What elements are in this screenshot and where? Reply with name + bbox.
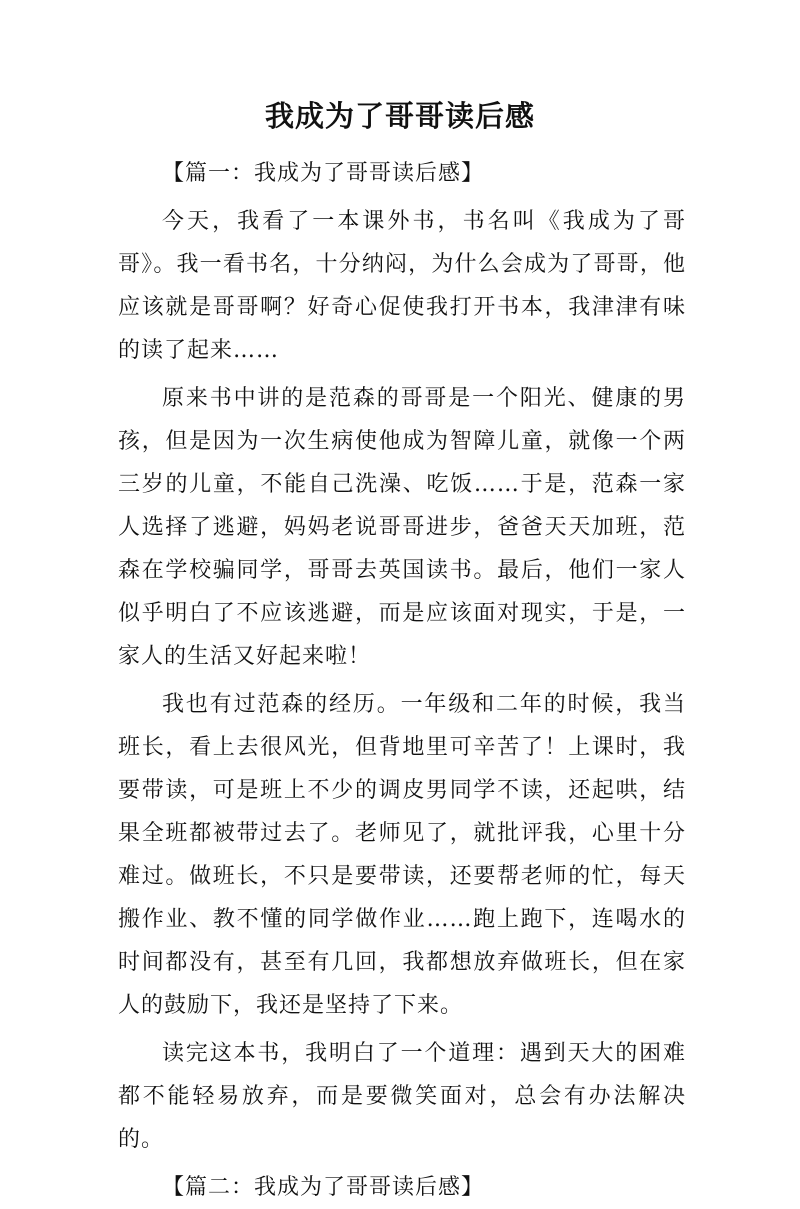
page-title: 我成为了哥哥读后感 [264, 99, 535, 133]
paragraph: 原来书中讲的是范森的哥哥是一个阳光、健康的男孩，但是因为一次生病使他成为智障儿童，就像一个两三岁的儿童，不能自己洗澡、吃饭……于是，范森一家人选择了逃避，妈妈老说哥哥进步，爸爸天天加班，范森在学校骗同学，哥哥去英国读书。最后，他们一家人似乎明白了不应该逃避，而是应该面对现实，于是，一家人的生活又好起来啦！ [118, 386, 686, 669]
section-heading: 【篇一：我成为了哥哥读后感】 [162, 161, 485, 186]
paragraph: 今天，我看了一本课外书，书名叫《我成为了哥哥》。我一看书名，十分纳闷，为什么会成为了哥哥，他应该就是哥哥啊？好奇心促使我打开书本，我津津有味的读了起来…… [118, 209, 686, 363]
section-heading: 【篇二：我成为了哥哥读后感】 [162, 1175, 485, 1200]
paragraph: 我也有过范森的经历。一年级和二年的时候，我当班长，看上去很风光，但背地里可辛苦了！上课时，我要带读，可是班上不少的调皮男同学不读，还起哄，结果全班都被带过去了。老师见了，就批评我，心里十分难过。做班长，不只是要带读，还要帮老师的忙，每天搬作业、教不懂的同学做作业……跑上跑下，连喝水的时间都没有，甚至有几回，我都想放弃做班长，但在家人的鼓励下，我还是坚持了下来。 [118, 692, 686, 1018]
paragraph: 读完这本书，我明白了一个道理：遇到天大的困难都不能轻易放弃，而是要微笑面对，总会有办法解决的。 [118, 1041, 686, 1152]
document-body [118, 152, 686, 1209]
